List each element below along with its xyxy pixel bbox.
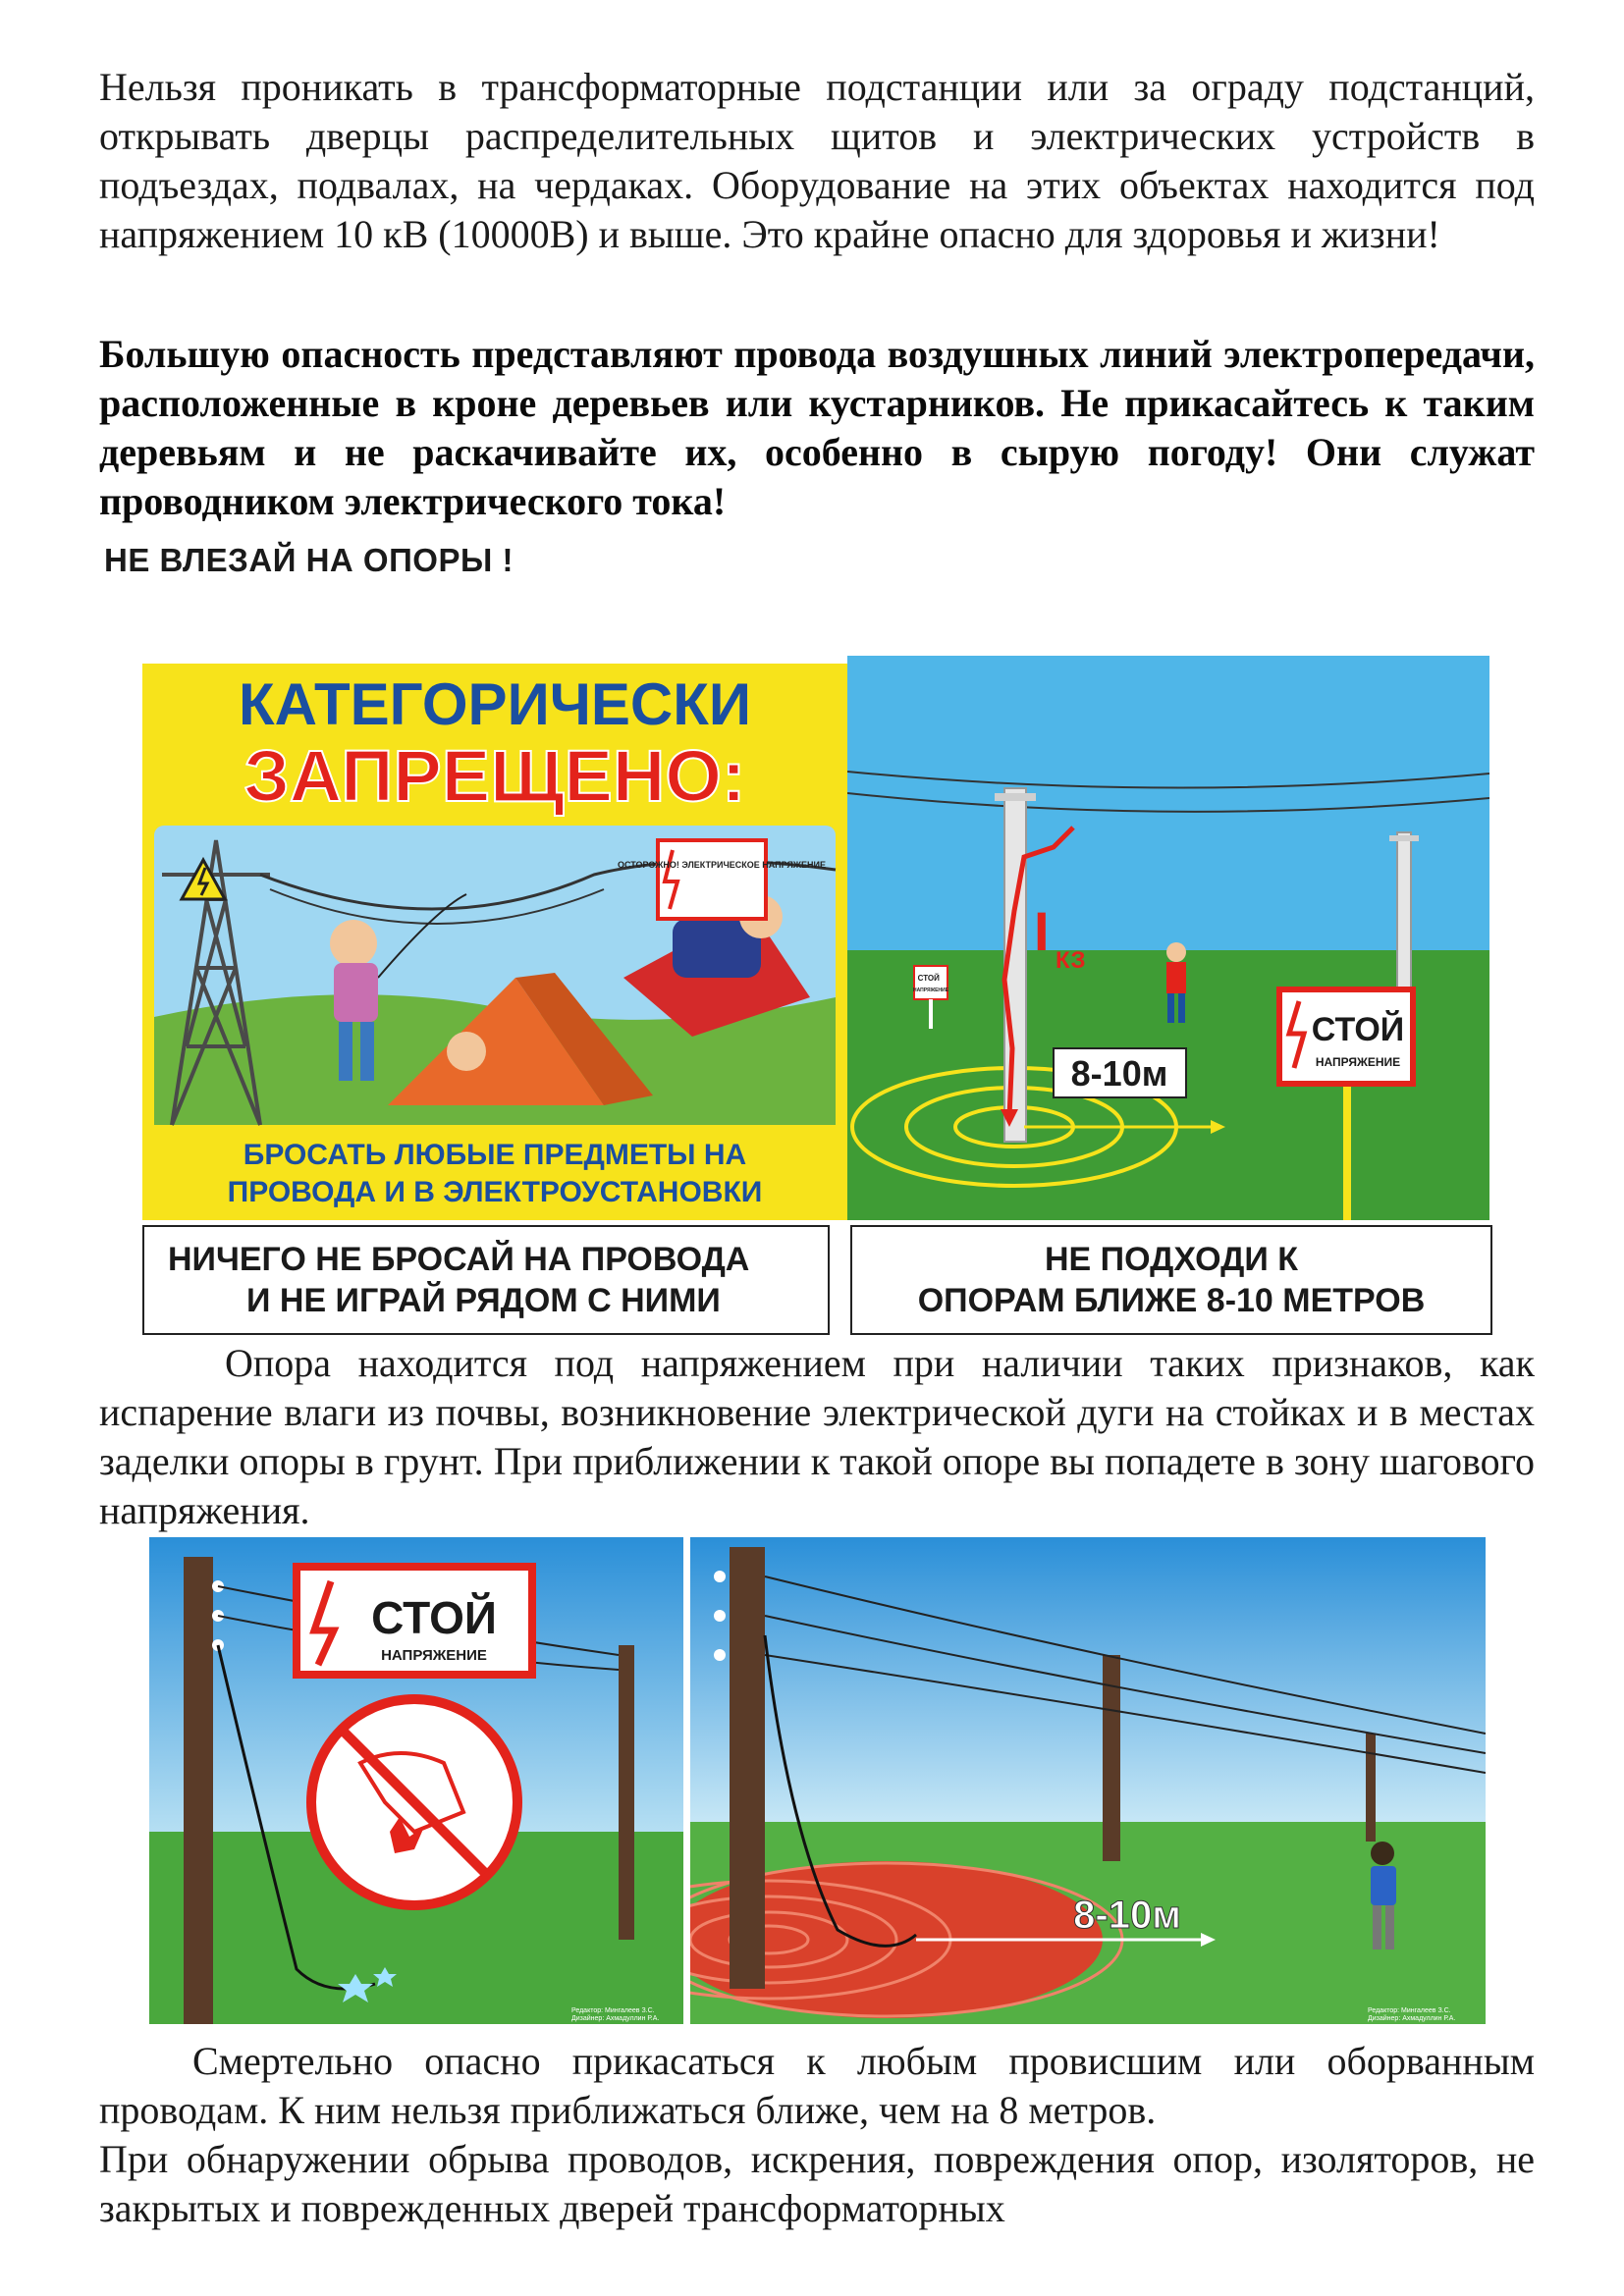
step-voltage-illustration [847, 656, 1489, 1220]
poster-bottom-line-1: БРОСАТЬ ЛЮБЫЕ ПРЕДМЕТЫ НА [243, 1139, 747, 1171]
credit-text: Редактор: Мингалеев З.С. Дизайнер: Ахмадуллин Р.А. [1368, 2007, 1456, 2022]
distance-label: 8-10м [1073, 1894, 1181, 1937]
stop-sign-subtitle: НАПРЯЖЕНИЕ [1315, 1055, 1401, 1069]
warning-paragraph: Большую опасность представляют провода воздушных линий электропередачи, расположенные в кроне деревьев или кустарников. Не прикасайтесь к таким деревьям и не раскачивайте их, особенно в сырую погоду! Они служат проводником электрического тока! [99, 332, 1535, 523]
intro-paragraph: Нельзя проникать в трансформаторные подстанции или за ограду подстанций, открывать дверцы распределительных щитов и электрических устройств в подъездах, подвалах, на чердаках. Оборудование на этих объектах находится под напряжением 10 кВ (10000В) и выше. Это крайне опасно для здоровья и жизни! [99, 65, 1535, 256]
broken-wire-illustration [149, 1537, 683, 2024]
caption-right-line-1: НЕ ПОДХОДИ К [1045, 1241, 1298, 1278]
broken-wire-image [149, 1537, 683, 2024]
caption-left-line-1: НИЧЕГО НЕ БРОСАЙ НА ПРОВОДА [168, 1241, 750, 1278]
sign-post [1343, 1078, 1351, 1220]
caption-right-line-2: ОПОРАМ БЛИЖЕ 8-10 МЕТРОВ [917, 1282, 1426, 1319]
wooden-pole-far [1366, 1734, 1376, 1842]
stop-sign-subtitle: НАПРЯЖЕНИЕ [381, 1647, 487, 1664]
poster-title-2: ЗАПРЕЩЕНО: [244, 735, 746, 817]
forbidden-poster [142, 664, 847, 1220]
step-voltage-rings-illustration [690, 1537, 1486, 2024]
fallen-wires-paragraph: Смертельно опасно прикасаться к любым провисшим или оборванным проводам. К ним нельзя приближаться ближе, чем на 8 метров. [99, 2039, 1535, 2132]
step-voltage-poster [847, 656, 1489, 1220]
child-figure [330, 920, 377, 967]
caption-do-not-throw [142, 1225, 830, 1335]
report-damage-paragraph: При обнаружении обрыва проводов, искрения, повреждения опор, изоляторов, не закрытых и поврежденных дверей трансформаторных [99, 2137, 1535, 2230]
warning-sign-text: ОСТОРОЖНО! ЭЛЕКТРИЧЕСКОЕ НАПРЯЖЕНИЕ [617, 860, 827, 870]
do-not-climb-heading: НЕ ВЛЕЗАЙ НА ОПОРЫ ! [104, 542, 514, 578]
wooden-pole-right [619, 1645, 634, 1940]
fault-current-subscript: КЗ [1056, 947, 1086, 974]
fault-current-label: I [1034, 900, 1050, 962]
credit-text: Редактор: Мингалеев З.С. Дизайнер: Ахмадуллин Р.А. [571, 2007, 660, 2022]
person-figure [1371, 1842, 1394, 1865]
person-figure [1166, 942, 1186, 962]
stop-sign-title: СТОЙ [1311, 1011, 1405, 1048]
stop-sign-title: СТОЙ [371, 1592, 497, 1643]
step-voltage-paragraph: Опора находится под напряжением при наличии таких признаков, как испарение влаги из почвы, возникновение электрической дуги на стойках и в местах заделки опоры в грунт. При приближении к такой опоре вы попадете в зону шагового напряжения. [99, 1341, 1535, 1532]
wooden-pole-front [730, 1547, 765, 1989]
caption-left-line-2: И НЕ ИГРАЙ РЯДОМ С НИМИ [246, 1282, 721, 1319]
poster-title-1: КАТЕГОРИЧЕСКИ [239, 671, 751, 737]
distance-label: 8-10м [1070, 1053, 1168, 1094]
sky-background [847, 656, 1489, 950]
forbidden-poster-illustration [142, 664, 847, 1220]
small-warning-sign-text: СТОЙ НАПРЯЖЕНИЕ [913, 974, 948, 993]
caption-keep-distance [850, 1225, 1492, 1335]
wooden-pole-left [184, 1557, 213, 2024]
poster-bottom-line-2: ПРОВОДА И В ЭЛЕКТРОУСТАНОВКИ [227, 1176, 763, 1208]
step-voltage-image [690, 1537, 1486, 2024]
